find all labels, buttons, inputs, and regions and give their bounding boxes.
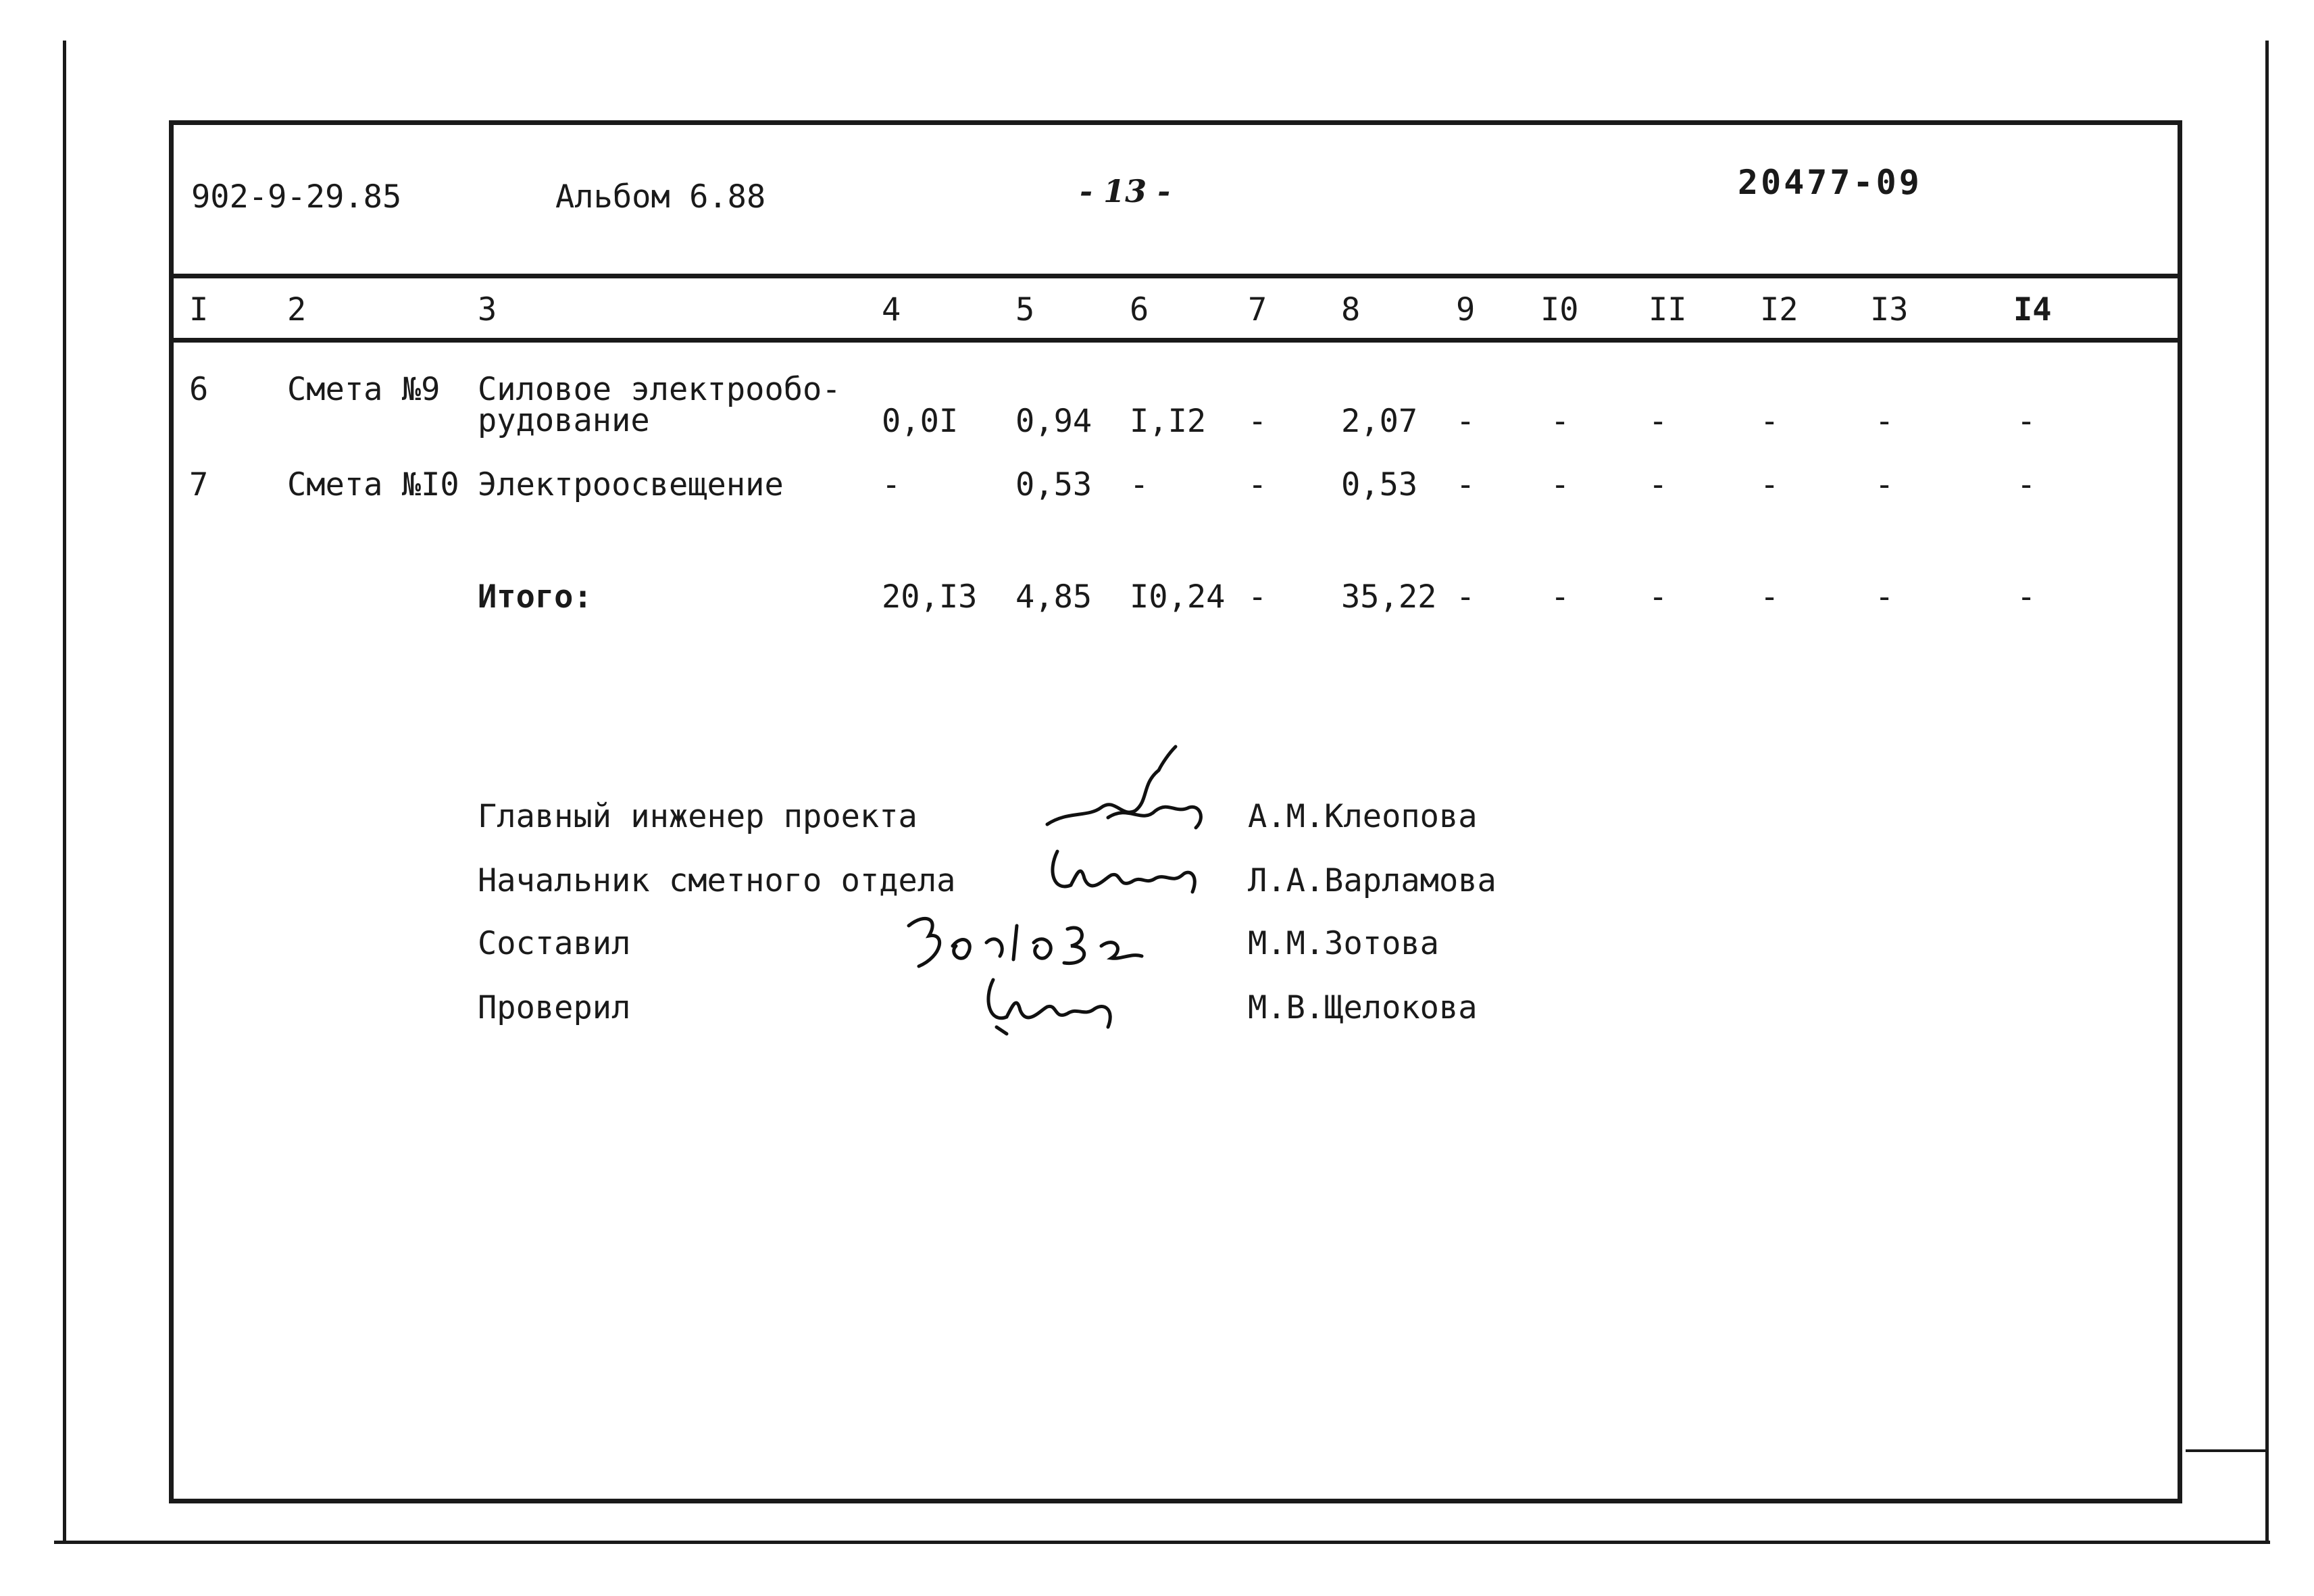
total-value: I0,24 <box>1130 578 1226 616</box>
signer-name: А.М.Клеопова <box>1248 798 1478 835</box>
handwritten-signature-2 <box>1044 838 1206 905</box>
outer-border-bottom <box>54 1541 2270 1544</box>
handwritten-signature-1 <box>1040 743 1216 845</box>
handwritten-signature-3 <box>899 905 1169 980</box>
signer-role: Составил <box>478 925 631 962</box>
signer-role: Проверил <box>478 989 631 1026</box>
page-number: - 13 - <box>1080 173 1171 209</box>
cell-value: 0,53 <box>1015 466 1092 503</box>
outer-border-right <box>2265 41 2269 1544</box>
signer-role: Начальник сметного отдела <box>478 862 956 899</box>
cell-value: - <box>1760 466 1780 503</box>
cell-value: I,I2 <box>1130 403 1207 440</box>
doc-code: 902-9-29.85 <box>191 178 402 216</box>
total-value: - <box>2017 578 2036 616</box>
column-header: I2 <box>1760 291 1799 328</box>
total-value: - <box>1551 578 1570 616</box>
column-header: 5 <box>1015 291 1035 328</box>
cell-value: - <box>1456 466 1476 503</box>
signer-name: М.М.Зотова <box>1248 925 1439 962</box>
column-header: I4 <box>2013 291 2052 328</box>
item-name-line2: рудование <box>478 402 650 439</box>
column-header: 8 <box>1341 291 1361 328</box>
frame-right-stub <box>2186 1449 2267 1452</box>
cell-value: - <box>1875 466 1894 503</box>
total-value: - <box>1456 578 1476 616</box>
cell-value: 0,53 <box>1341 466 1418 503</box>
total-value: - <box>1649 578 1668 616</box>
cell-value: - <box>1248 466 1267 503</box>
total-value: - <box>1875 578 1894 616</box>
cell-value: - <box>882 466 901 503</box>
total-value: 4,85 <box>1015 578 1092 616</box>
total-value: - <box>1248 578 1267 616</box>
cell-value: - <box>1875 403 1894 440</box>
outer-border-left <box>63 41 66 1544</box>
total-value: - <box>1760 578 1780 616</box>
cell-value: - <box>1649 403 1668 440</box>
row-number: 7 <box>189 466 209 503</box>
column-header: I0 <box>1540 291 1579 328</box>
signer-name: М.В.Щелокова <box>1248 989 1478 1026</box>
estimate-ref: Смета №I0 <box>287 466 459 503</box>
column-header: 4 <box>882 291 901 328</box>
column-header-bottom-rule <box>169 338 2182 343</box>
cell-value: 2,07 <box>1341 403 1418 440</box>
cell-value: - <box>1551 466 1570 503</box>
column-header: II <box>1649 291 1687 328</box>
row-number: 6 <box>189 371 209 408</box>
item-name-line1: Электроосвещение <box>478 466 784 503</box>
cell-value: - <box>1130 466 1149 503</box>
item-name-line1: Силовое электрообо- <box>478 371 841 408</box>
column-header: I <box>189 291 209 328</box>
cell-value: 0,94 <box>1015 403 1092 440</box>
column-header: 7 <box>1248 291 1267 328</box>
cell-value: - <box>1456 403 1476 440</box>
column-header: 2 <box>287 291 307 328</box>
signer-name: Л.А.Варламова <box>1248 862 1496 899</box>
handwritten-signature-4 <box>976 970 1132 1037</box>
total-value: 35,22 <box>1341 578 1437 616</box>
archive-number: 20477-09 <box>1738 163 1922 202</box>
total-label: Итого: <box>478 578 593 616</box>
column-header: I3 <box>1870 291 1909 328</box>
cell-value: - <box>2017 403 2036 440</box>
column-header: 3 <box>478 291 497 328</box>
column-header: 6 <box>1130 291 1149 328</box>
cell-value: - <box>1248 403 1267 440</box>
cell-value: - <box>2017 466 2036 503</box>
estimate-ref: Смета №9 <box>287 371 441 408</box>
cell-value: - <box>1649 466 1668 503</box>
cell-value: - <box>1760 403 1780 440</box>
album-label: Альбом 6.88 <box>555 178 766 216</box>
signer-role: Главный инженер проекта <box>478 798 917 835</box>
cell-value: - <box>1551 403 1570 440</box>
column-header: 9 <box>1456 291 1476 328</box>
cell-value: 0,0I <box>882 403 959 440</box>
total-value: 20,I3 <box>882 578 978 616</box>
column-header-top-rule <box>169 274 2182 278</box>
